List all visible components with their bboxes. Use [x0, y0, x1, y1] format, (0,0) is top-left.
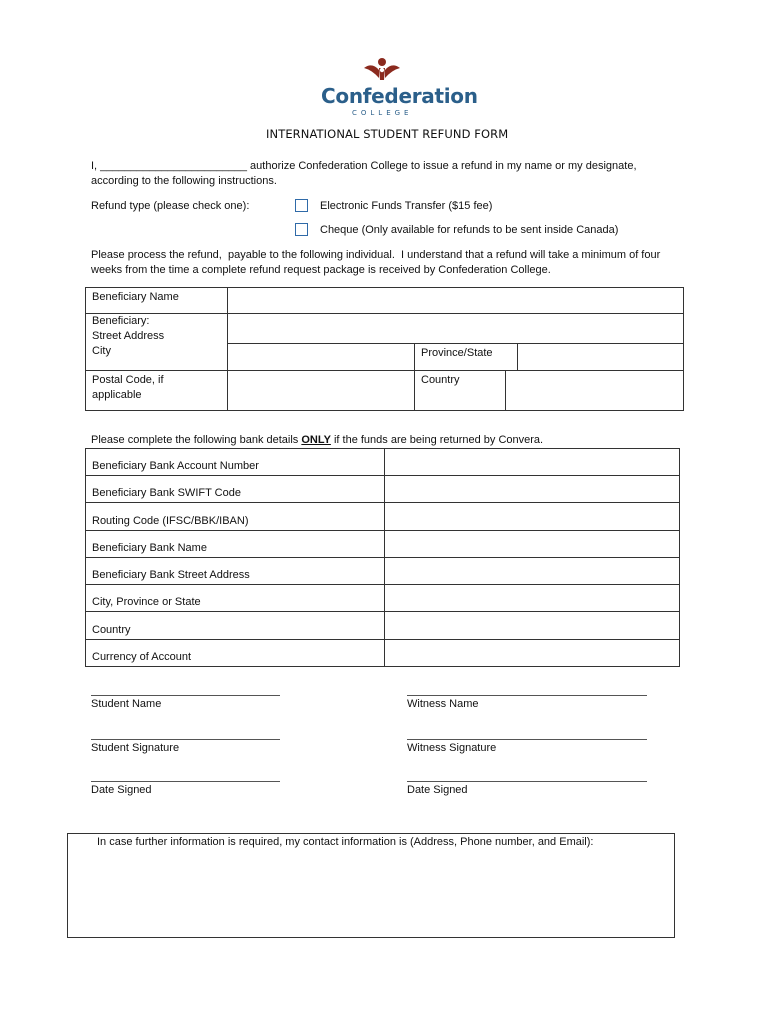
postal-label-1: Postal Code, if [92, 374, 164, 386]
city-label: City [92, 345, 111, 357]
witness-name-line[interactable] [407, 695, 647, 696]
postal-label-2: applicable [92, 389, 142, 401]
student-name-label: Student Name [91, 698, 162, 710]
logo-subtitle: COLLEGE [352, 109, 413, 117]
intro-line-2: according to the following instructions. [91, 175, 277, 187]
street-label-2: Street Address [92, 330, 165, 342]
province-label: Province/State [415, 344, 518, 370]
currency-field[interactable] [385, 640, 680, 667]
student-date-label: Date Signed [91, 784, 152, 796]
bank-name-field[interactable] [385, 531, 680, 558]
student-signature-label: Student Signature [91, 742, 180, 754]
bank-intro [91, 434, 543, 446]
process-text-line-1: Please process the refund, payable to the following individual. I understand that a refund will take a minimum of four [91, 249, 661, 261]
bank-country-field[interactable] [385, 612, 680, 640]
process-text-line-2: weeks from the time a complete refund request package is received by Confederation College. [91, 264, 551, 276]
bank-row-label: Currency of Account [86, 640, 385, 667]
bank-details-table [85, 448, 680, 667]
bank-row-label: Country [86, 612, 385, 640]
witness-date-label: Date Signed [407, 784, 468, 796]
form-title: INTERNATIONAL STUDENT REFUND FORM [266, 127, 509, 141]
bank-city-field[interactable] [385, 585, 680, 612]
street-address-field[interactable] [228, 314, 683, 344]
bank-account-field[interactable] [385, 449, 680, 476]
eft-option-label: Electronic Funds Transfer ($15 fee) [320, 200, 493, 212]
beneficiary-table [85, 287, 684, 411]
postal-field[interactable] [228, 371, 415, 411]
intro-line-1 [91, 160, 637, 172]
bank-street-field[interactable] [385, 558, 680, 585]
intro-rest: authorize Confederation College to issue a refund in my name or my designate, [247, 160, 637, 172]
cheque-checkbox[interactable] [295, 223, 308, 236]
witness-name-label: Witness Name [407, 698, 479, 710]
intro-prefix: I, [91, 160, 101, 172]
city-field[interactable] [228, 344, 415, 370]
witness-date-line[interactable] [407, 781, 647, 782]
bank-row-label: City, Province or State [86, 585, 385, 612]
routing-field[interactable] [385, 503, 680, 531]
bank-intro-before: Please complete the following bank details [91, 434, 302, 446]
street-city-fields[interactable] [228, 314, 684, 371]
beneficiary-name-field[interactable] [228, 288, 684, 314]
contact-info-label: In case further information is required, my contact information is (Address, Phone number, and Email): [97, 836, 594, 848]
country-field[interactable] [506, 371, 684, 411]
cheque-option-label: Cheque (Only available for refunds to be sent inside Canada) [320, 224, 619, 236]
student-signature-line[interactable] [91, 739, 280, 740]
logo-emblem-icon [362, 56, 402, 86]
witness-signature-label: Witness Signature [407, 742, 497, 754]
swift-field[interactable] [385, 476, 680, 503]
name-blank[interactable]: ________________________ [100, 160, 247, 172]
country-label: Country [415, 371, 506, 411]
street-city-label [86, 314, 228, 371]
bank-row-label: Routing Code (IFSC/BBK/IBAN) [86, 503, 385, 531]
witness-signature-line[interactable] [407, 739, 647, 740]
bank-intro-emphasis: ONLY [301, 434, 331, 446]
student-name-line[interactable] [91, 695, 280, 696]
street-label-1: Beneficiary: [92, 315, 150, 327]
province-field[interactable] [518, 344, 683, 370]
bank-intro-after: if the funds are being returned by Convera. [330, 434, 544, 446]
bank-row-label: Beneficiary Bank Street Address [86, 558, 385, 585]
contact-info-box[interactable] [67, 833, 675, 938]
refund-type-label: Refund type (please check one): [91, 200, 250, 212]
bank-row-label: Beneficiary Bank SWIFT Code [86, 476, 385, 503]
bank-row-label: Beneficiary Bank Name [86, 531, 385, 558]
eft-checkbox[interactable] [295, 199, 308, 212]
student-date-line[interactable] [91, 781, 280, 782]
postal-label [86, 371, 228, 411]
logo-wordmark: Confederation [321, 84, 478, 108]
beneficiary-name-label: Beneficiary Name [86, 288, 228, 314]
bank-row-label: Beneficiary Bank Account Number [86, 449, 385, 476]
